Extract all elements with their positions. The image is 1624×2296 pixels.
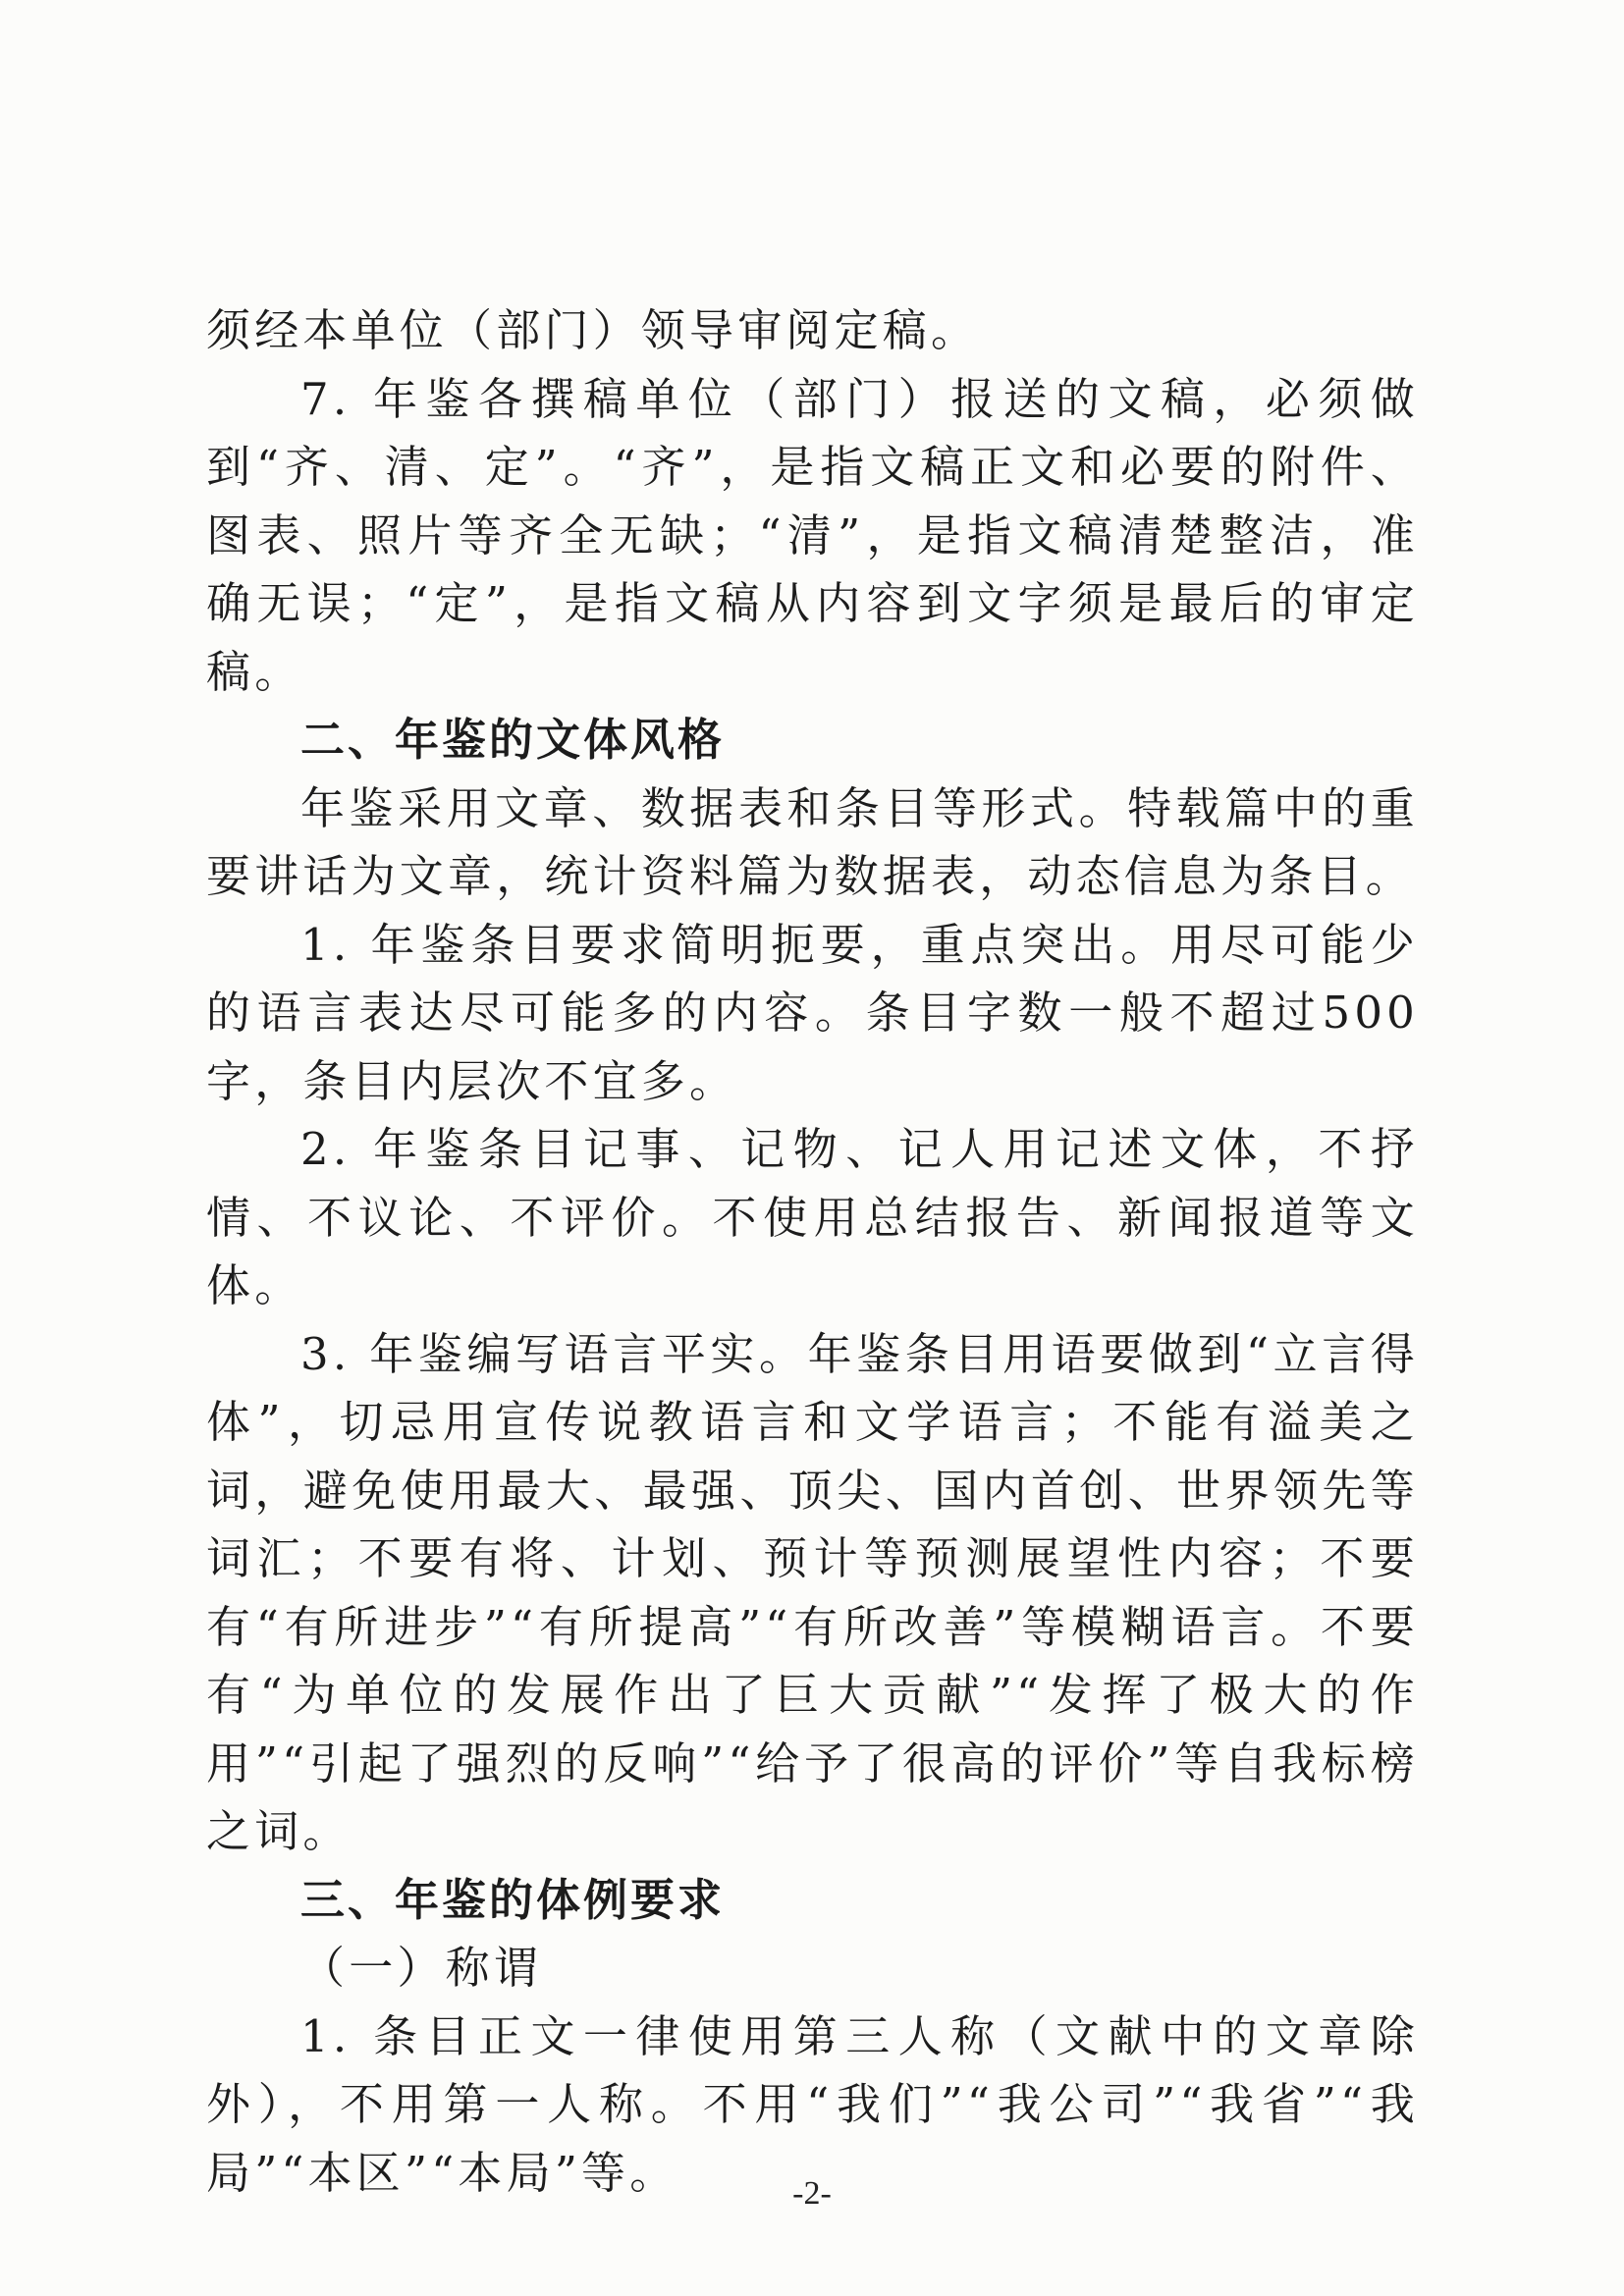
paragraph-item-1: 1. 年鉴条目要求简明扼要，重点突出。用尽可能少的语言表达尽可能多的内容。条目字数一般不超过500字，条目内层次不宜多。 — [206, 918, 1419, 1107]
section-heading-3: 三、年鉴的体例要求 — [300, 1873, 726, 1926]
page-number: -2- — [792, 2175, 832, 2212]
subsection-heading-1: （一）称谓 — [300, 1942, 543, 1994]
paragraph-naming-rule-1: 1. 条目正文一律使用第三人称（文献中的文章除外），不用第一人称。不用“我们”“我公司”“我省”“我局”“本区”“本局”等。 — [206, 2009, 1419, 2199]
paragraph-style-intro: 年鉴采用文章、数据表和条目等形式。特载篇中的重要讲话为文章，统计资料篇为数据表，动态信息为条目。 — [206, 781, 1419, 902]
paragraph-continuation: 须经本单位（部门）领导审阅定稿。 — [206, 304, 980, 356]
paragraph-item-2: 2. 年鉴条目记事、记物、记人用记述文体，不抒情、不议论、不评价。不使用总结报告、新闻报道等文体。 — [206, 1123, 1419, 1311]
paragraph-item-3: 3. 年鉴编写语言平实。年鉴条目用语要做到“立言得体”，切忌用宣传说教语言和文学语言；不能有溢美之词，避免使用最大、最强、顶尖、国内首创、世界领先等词汇；不要有将、计划、预计等预测展望性内容；不要有“有所进步”“有所提高”“有所改善”等模糊语言。不要有“为单位的发展作出了巨大贡献”“发挥了极大的作用”“引起了强烈的反响”“给予了很高的评价”等自我标榜之词。 — [206, 1327, 1419, 1857]
section-heading-2: 二、年鉴的文体风格 — [300, 714, 726, 766]
paragraph-item-7: 7. 年鉴各撰稿单位（部门）报送的文稿，必须做到“齐、清、定”。“齐”，是指文稿正文和必要的附件、图表、照片等齐全无缺；“清”，是指文稿清楚整洁，准确无误；“定”，是指文稿从内容到文字须是最后的审定稿。 — [206, 372, 1419, 698]
document-body — [206, 296, 1419, 2207]
